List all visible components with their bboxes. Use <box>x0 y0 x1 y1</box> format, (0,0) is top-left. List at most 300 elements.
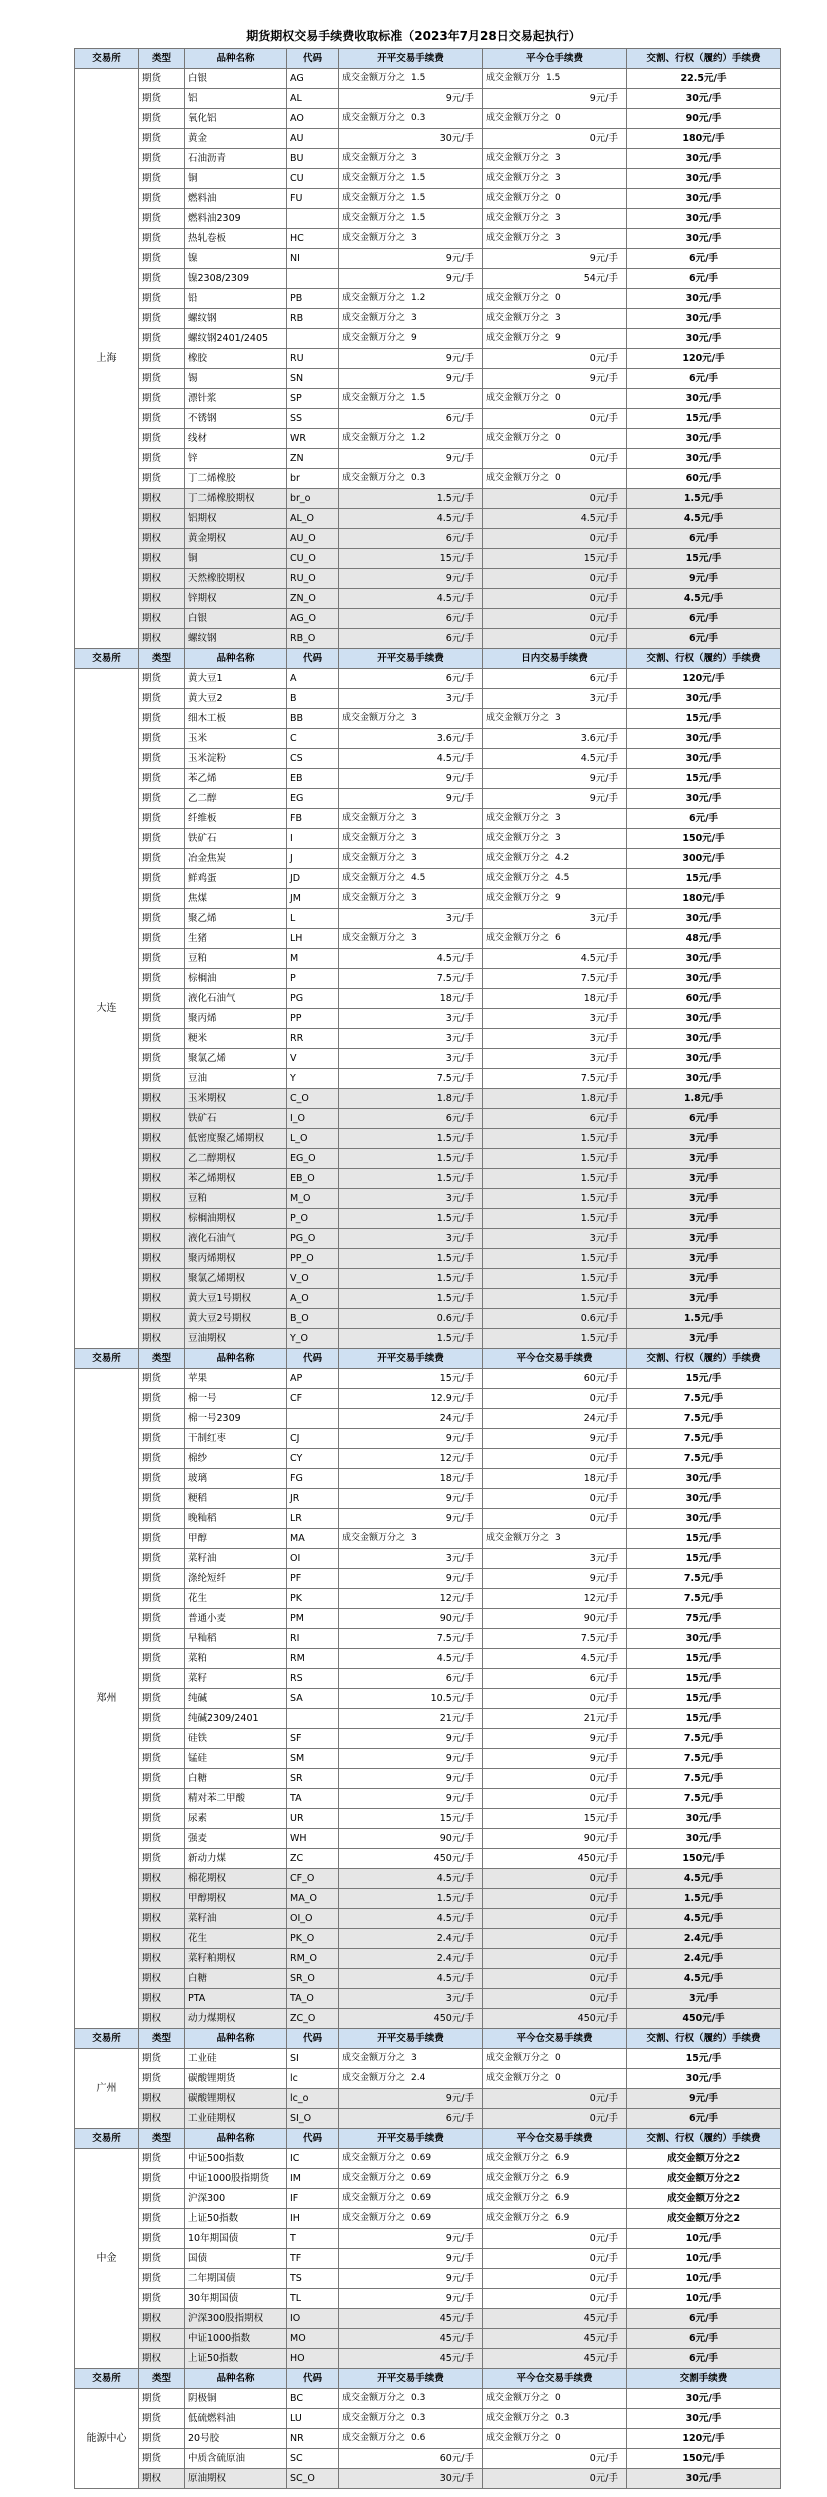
close-today-fee-cell: 4.5元/手 <box>483 1649 627 1669</box>
table-row <box>75 2009 781 2029</box>
product-name-cell: 纯碱2309/2401 <box>185 1709 287 1729</box>
column-header: 代码 <box>287 649 339 669</box>
code-cell: RU <box>287 349 339 369</box>
code-cell: ZN_O <box>287 589 339 609</box>
delivery-fee-cell: 10元/手 <box>627 2229 781 2249</box>
code-cell: WH <box>287 1829 339 1849</box>
close-today-fee-cell: 9元/手 <box>483 369 627 389</box>
table-row <box>75 529 781 549</box>
close-today-fee-cell-rate: 0 <box>555 473 561 483</box>
open-close-fee-cell: 2.4元/手 <box>339 1949 483 1969</box>
type-cell: 期权 <box>139 1169 185 1189</box>
code-cell: M_O <box>287 1189 339 1209</box>
type-cell: 期权 <box>139 1189 185 1209</box>
product-name-cell: 锌期权 <box>185 589 287 609</box>
open-close-fee-cell-label: 成交金额万分之 <box>342 893 406 903</box>
delivery-fee-cell: 3元/手 <box>627 1149 781 1169</box>
close-today-fee-cell-label: 成交金额万分之 <box>486 853 550 863</box>
type-cell: 期货 <box>139 1849 185 1869</box>
open-close-fee-cell: 4.5元/手 <box>339 1649 483 1669</box>
table-row <box>75 209 781 229</box>
delivery-fee-cell: 2.4元/手 <box>627 1949 781 1969</box>
open-close-fee-cell: 1.5元/手 <box>339 1249 483 1269</box>
delivery-fee-cell: 30元/手 <box>627 1489 781 1509</box>
table-row <box>75 449 781 469</box>
close-today-fee-cell: 0元/手 <box>483 1909 627 1929</box>
open-close-fee-cell: 9元/手 <box>339 1509 483 1529</box>
table-row <box>75 1769 781 1789</box>
type-cell: 期权 <box>139 1909 185 1929</box>
open-close-fee-cell: 18元/手 <box>339 1469 483 1489</box>
open-close-fee-cell-rate: 0.3 <box>411 113 426 123</box>
code-cell: SC_O <box>287 2469 339 2489</box>
open-close-fee-cell <box>339 149 483 169</box>
table-row <box>75 69 781 89</box>
delivery-fee-cell: 10元/手 <box>627 2249 781 2269</box>
close-today-fee-cell: 1.5元/手 <box>483 1289 627 1309</box>
open-close-fee-cell <box>339 429 483 449</box>
code-cell: EB_O <box>287 1169 339 1189</box>
code-cell: EB <box>287 769 339 789</box>
product-name-cell: 聚氯乙烯期权 <box>185 1269 287 1289</box>
open-close-fee-cell: 3元/手 <box>339 689 483 709</box>
code-cell: FB <box>287 809 339 829</box>
open-close-fee-cell: 450元/手 <box>339 2009 483 2029</box>
table-row <box>75 1729 781 1749</box>
close-today-fee-cell: 3元/手 <box>483 1029 627 1049</box>
column-header: 品种名称 <box>185 649 287 669</box>
type-cell: 期货 <box>139 1389 185 1409</box>
code-cell: P_O <box>287 1209 339 1229</box>
close-today-fee-cell-label: 成交金额万分之 <box>486 473 550 483</box>
close-today-fee-cell: 3元/手 <box>483 689 627 709</box>
table-row <box>75 1849 781 1869</box>
product-name-cell: 热轧卷板 <box>185 229 287 249</box>
type-cell: 期货 <box>139 329 185 349</box>
open-close-fee-cell: 4.5元/手 <box>339 949 483 969</box>
close-today-fee-cell-label: 成交金额万分之 <box>486 293 550 303</box>
type-cell: 期权 <box>139 1129 185 1149</box>
product-name-cell: 动力煤期权 <box>185 2009 287 2029</box>
open-close-fee-cell: 6元/手 <box>339 409 483 429</box>
product-name-cell: 低密度聚乙烯期权 <box>185 1129 287 1149</box>
open-close-fee-cell-label: 成交金额万分之 <box>342 433 406 443</box>
open-close-fee-cell-rate: 1.2 <box>411 433 426 443</box>
open-close-fee-cell-label: 成交金额万分之 <box>342 73 406 83</box>
close-today-fee-cell-label: 成交金额万分之 <box>486 2213 550 2223</box>
type-cell: 期货 <box>139 829 185 849</box>
column-header: 代码 <box>287 2029 339 2049</box>
close-today-fee-cell: 9元/手 <box>483 769 627 789</box>
delivery-fee-cell: 30元/手 <box>627 2469 781 2489</box>
product-name-cell: 燃料油2309 <box>185 209 287 229</box>
column-header: 平今仓手续费 <box>483 49 627 69</box>
product-name-cell: 花生 <box>185 1929 287 1949</box>
code-cell: TL <box>287 2289 339 2309</box>
type-cell: 期货 <box>139 429 185 449</box>
product-name-cell: 聚乙烯 <box>185 909 287 929</box>
close-today-fee-cell <box>483 209 627 229</box>
column-header: 交易所 <box>75 49 139 69</box>
open-close-fee-cell: 6元/手 <box>339 1109 483 1129</box>
table-row <box>75 689 781 709</box>
table-row <box>75 469 781 489</box>
table-row <box>75 2329 781 2349</box>
code-cell: LH <box>287 929 339 949</box>
open-close-fee-cell: 90元/手 <box>339 1829 483 1849</box>
type-cell: 期货 <box>139 2449 185 2469</box>
delivery-fee-cell: 120元/手 <box>627 2429 781 2449</box>
type-cell: 期货 <box>139 2069 185 2089</box>
close-today-fee-cell-label: 成交金额万分之 <box>486 193 550 203</box>
open-close-fee-cell-label: 成交金额万分之 <box>342 813 406 823</box>
close-today-fee-cell: 9元/手 <box>483 1429 627 1449</box>
code-cell: PG_O <box>287 1229 339 1249</box>
code-cell: CJ <box>287 1429 339 1449</box>
delivery-fee-cell: 4.5元/手 <box>627 509 781 529</box>
close-today-fee-cell <box>483 809 627 829</box>
code-cell: PP_O <box>287 1249 339 1269</box>
table-row <box>75 609 781 629</box>
table-row <box>75 1809 781 1829</box>
open-close-fee-cell <box>339 869 483 889</box>
type-cell: 期权 <box>139 1229 185 1249</box>
delivery-fee-cell: 3元/手 <box>627 1989 781 2009</box>
column-header: 品种名称 <box>185 1349 287 1369</box>
code-cell: SI_O <box>287 2109 339 2129</box>
open-close-fee-cell <box>339 2209 483 2229</box>
type-cell: 期货 <box>139 349 185 369</box>
open-close-fee-cell: 9元/手 <box>339 449 483 469</box>
type-cell: 期权 <box>139 529 185 549</box>
close-today-fee-cell-label: 成交金额万分之 <box>486 893 550 903</box>
type-cell: 期权 <box>139 2089 185 2109</box>
table-row <box>75 969 781 989</box>
type-cell: 期货 <box>139 1409 185 1429</box>
table-row <box>75 1029 781 1049</box>
delivery-fee-cell: 30元/手 <box>627 2409 781 2429</box>
type-cell: 期货 <box>139 869 185 889</box>
column-header: 平今仓交易手续费 <box>483 1349 627 1369</box>
product-name-cell: 菜粕 <box>185 1649 287 1669</box>
open-close-fee-cell-rate: 0.3 <box>411 2393 426 2403</box>
code-cell: lc_o <box>287 2089 339 2109</box>
code-cell: FU <box>287 189 339 209</box>
close-today-fee-cell: 15元/手 <box>483 1809 627 1829</box>
code-cell: CU <box>287 169 339 189</box>
delivery-fee-cell: 30元/手 <box>627 89 781 109</box>
table-row <box>75 1049 781 1069</box>
column-header: 交易所 <box>75 2129 139 2149</box>
code-cell: ZC_O <box>287 2009 339 2029</box>
open-close-fee-cell: 1.5元/手 <box>339 1129 483 1149</box>
table-row <box>75 1989 781 2009</box>
delivery-fee-cell: 2.4元/手 <box>627 1929 781 1949</box>
table-row <box>75 1189 781 1209</box>
close-today-fee-cell <box>483 2169 627 2189</box>
open-close-fee-cell <box>339 2409 483 2429</box>
code-cell: JM <box>287 889 339 909</box>
code-cell: br_o <box>287 489 339 509</box>
product-name-cell: 新动力煤 <box>185 1849 287 1869</box>
open-close-fee-cell: 3元/手 <box>339 909 483 929</box>
close-today-fee-cell: 15元/手 <box>483 549 627 569</box>
product-name-cell: 橡胶 <box>185 349 287 369</box>
close-today-fee-cell: 0元/手 <box>483 2109 627 2129</box>
type-cell: 期货 <box>139 389 185 409</box>
delivery-fee-cell: 4.5元/手 <box>627 589 781 609</box>
product-name-cell: 漂针浆 <box>185 389 287 409</box>
product-name-cell: 锌 <box>185 449 287 469</box>
delivery-fee-cell: 3元/手 <box>627 1269 781 1289</box>
delivery-fee-cell: 180元/手 <box>627 129 781 149</box>
delivery-fee-cell: 4.5元/手 <box>627 1909 781 1929</box>
column-header: 开平交易手续费 <box>339 649 483 669</box>
exchange-cell: 中金 <box>75 2149 139 2369</box>
delivery-fee-cell: 150元/手 <box>627 829 781 849</box>
column-header: 代码 <box>287 2129 339 2149</box>
close-today-fee-cell-rate: 6.9 <box>555 2193 570 2203</box>
product-name-cell: 尿素 <box>185 1809 287 1829</box>
open-close-fee-cell: 9元/手 <box>339 2269 483 2289</box>
close-today-fee-cell-label: 成交金额万分之 <box>486 933 550 943</box>
table-row <box>75 2209 781 2229</box>
close-today-fee-cell <box>483 849 627 869</box>
type-cell: 期货 <box>139 1049 185 1069</box>
close-today-fee-cell-rate: 0 <box>555 433 561 443</box>
type-cell: 期货 <box>139 309 185 329</box>
type-cell: 期货 <box>139 189 185 209</box>
open-close-fee-cell: 12元/手 <box>339 1589 483 1609</box>
delivery-fee-cell: 7.5元/手 <box>627 1769 781 1789</box>
open-close-fee-cell <box>339 189 483 209</box>
open-close-fee-cell <box>339 169 483 189</box>
close-today-fee-cell: 0元/手 <box>483 1769 627 1789</box>
type-cell: 期货 <box>139 1809 185 1829</box>
table-row <box>75 1169 781 1189</box>
table-row <box>75 1109 781 1129</box>
code-cell: PG <box>287 989 339 1009</box>
open-close-fee-cell: 15元/手 <box>339 1809 483 1829</box>
close-today-fee-cell: 9元/手 <box>483 89 627 109</box>
close-today-fee-cell: 0元/手 <box>483 2289 627 2309</box>
open-close-fee-cell <box>339 389 483 409</box>
type-cell: 期权 <box>139 2349 185 2369</box>
close-today-fee-cell-rate: 0 <box>555 2433 561 2443</box>
open-close-fee-cell: 45元/手 <box>339 2309 483 2329</box>
close-today-fee-cell: 60元/手 <box>483 1369 627 1389</box>
type-cell: 期权 <box>139 1329 185 1349</box>
close-today-fee-cell <box>483 109 627 129</box>
close-today-fee-cell-label: 成交金额万分之 <box>486 873 550 883</box>
type-cell: 期货 <box>139 209 185 229</box>
table-row <box>75 169 781 189</box>
product-name-cell: 玉米 <box>185 729 287 749</box>
table-row <box>75 1389 781 1409</box>
open-close-fee-cell-rate: 1.2 <box>411 293 426 303</box>
open-close-fee-cell-label: 成交金额万分之 <box>342 2173 406 2183</box>
table-row <box>75 1369 781 1389</box>
table-row <box>75 849 781 869</box>
open-close-fee-cell-label: 成交金额万分之 <box>342 713 406 723</box>
type-cell: 期权 <box>139 2309 185 2329</box>
code-cell: OI_O <box>287 1909 339 1929</box>
type-cell: 期权 <box>139 1109 185 1129</box>
code-cell: BB <box>287 709 339 729</box>
open-close-fee-cell-label: 成交金额万分之 <box>342 2433 406 2443</box>
close-today-fee-cell: 45元/手 <box>483 2349 627 2369</box>
open-close-fee-cell-label: 成交金额万分之 <box>342 193 406 203</box>
close-today-fee-cell <box>483 2409 627 2429</box>
code-cell: SS <box>287 409 339 429</box>
table-row <box>75 429 781 449</box>
table-row <box>75 1649 781 1669</box>
product-name-cell: 硅铁 <box>185 1729 287 1749</box>
table-row <box>75 1289 781 1309</box>
close-today-fee-cell: 12元/手 <box>483 1589 627 1609</box>
table-row <box>75 2249 781 2269</box>
type-cell: 期货 <box>139 469 185 489</box>
page-title: 期货期权交易手续费收取标准（2023年7月28日交易起执行） <box>246 29 581 43</box>
open-close-fee-cell-rate: 0.69 <box>411 2153 432 2163</box>
table-row <box>75 1009 781 1029</box>
open-close-fee-cell <box>339 1529 483 1549</box>
delivery-fee-cell: 6元/手 <box>627 609 781 629</box>
type-cell: 期权 <box>139 2109 185 2129</box>
type-cell: 期权 <box>139 1949 185 1969</box>
close-today-fee-cell-label: 成交金额万分之 <box>486 1533 550 1543</box>
table-row <box>75 749 781 769</box>
delivery-fee-cell: 120元/手 <box>627 349 781 369</box>
close-today-fee-cell-rate: 3 <box>555 233 561 243</box>
type-cell: 期货 <box>139 2189 185 2209</box>
table-row <box>75 89 781 109</box>
product-name-cell: 中证1000指数 <box>185 2329 287 2349</box>
code-cell <box>287 209 339 229</box>
delivery-fee-cell: 30元/手 <box>627 789 781 809</box>
open-close-fee-cell-rate: 3 <box>411 2053 417 2063</box>
fee-table <box>74 48 781 2489</box>
table-row <box>75 1469 781 1489</box>
close-today-fee-cell: 0元/手 <box>483 409 627 429</box>
code-cell: CF_O <box>287 1869 339 1889</box>
product-name-cell: 聚丙烯期权 <box>185 1249 287 1269</box>
close-today-fee-cell <box>483 289 627 309</box>
close-today-fee-cell-rate: 3 <box>555 713 561 723</box>
product-name-cell: 燃料油 <box>185 189 287 209</box>
section-header-row <box>75 1349 781 1369</box>
delivery-fee-cell: 15元/手 <box>627 869 781 889</box>
open-close-fee-cell-label: 成交金额万分之 <box>342 213 406 223</box>
column-header: 开平交易手续费 <box>339 1349 483 1369</box>
delivery-fee-cell: 150元/手 <box>627 1849 781 1869</box>
type-cell: 期货 <box>139 1649 185 1669</box>
type-cell: 期货 <box>139 2289 185 2309</box>
type-cell: 期权 <box>139 569 185 589</box>
delivery-fee-cell: 30元/手 <box>627 1509 781 1529</box>
close-today-fee-cell: 0元/手 <box>483 2269 627 2289</box>
close-today-fee-cell-rate: 4.2 <box>555 853 570 863</box>
product-name-cell: 棕榈油期权 <box>185 1209 287 1229</box>
delivery-fee-cell: 30元/手 <box>627 329 781 349</box>
table-row <box>75 2169 781 2189</box>
close-today-fee-cell: 24元/手 <box>483 1409 627 1429</box>
close-today-fee-cell-label: 成交金额万分之 <box>486 333 550 343</box>
code-cell: JR <box>287 1489 339 1509</box>
code-cell: A <box>287 669 339 689</box>
code-cell: ZN <box>287 449 339 469</box>
product-name-cell: 原油期权 <box>185 2469 287 2489</box>
close-today-fee-cell <box>483 2189 627 2209</box>
table-row <box>75 1829 781 1849</box>
close-today-fee-cell: 7.5元/手 <box>483 1069 627 1089</box>
code-cell: SF <box>287 1729 339 1749</box>
delivery-fee-cell: 3元/手 <box>627 1329 781 1349</box>
code-cell: AO <box>287 109 339 129</box>
close-today-fee-cell-label: 成交金额万分之 <box>486 2413 550 2423</box>
delivery-fee-cell: 30元/手 <box>627 909 781 929</box>
product-name-cell: 棉一号 <box>185 1389 287 1409</box>
code-cell: Y_O <box>287 1329 339 1349</box>
delivery-fee-cell: 30元/手 <box>627 1629 781 1649</box>
open-close-fee-cell-label: 成交金额万分之 <box>342 233 406 243</box>
open-close-fee-cell: 7.5元/手 <box>339 1069 483 1089</box>
close-today-fee-cell: 1.8元/手 <box>483 1089 627 1109</box>
delivery-fee-cell: 180元/手 <box>627 889 781 909</box>
close-today-fee-cell: 0元/手 <box>483 609 627 629</box>
code-cell: TS <box>287 2269 339 2289</box>
product-name-cell: 粳米 <box>185 1029 287 1049</box>
close-today-fee-cell-label: 成交金额万分之 <box>486 233 550 243</box>
code-cell: TA <box>287 1789 339 1809</box>
product-name-cell: 焦煤 <box>185 889 287 909</box>
open-close-fee-cell: 90元/手 <box>339 1609 483 1629</box>
column-header: 交割、行权（履约）手续费 <box>627 49 781 69</box>
type-cell: 期权 <box>139 2329 185 2349</box>
close-today-fee-cell: 4.5元/手 <box>483 749 627 769</box>
close-today-fee-cell-label: 成交金额万分之 <box>486 113 550 123</box>
column-header: 代码 <box>287 2369 339 2389</box>
column-header: 开平交易手续费 <box>339 2029 483 2049</box>
open-close-fee-cell-label: 成交金额万分之 <box>342 2193 406 2203</box>
table-row <box>75 1869 781 1889</box>
code-cell: IH <box>287 2209 339 2229</box>
delivery-fee-cell: 6元/手 <box>627 629 781 649</box>
code-cell: NR <box>287 2429 339 2449</box>
column-header: 交易所 <box>75 1349 139 1369</box>
code-cell: RB_O <box>287 629 339 649</box>
close-today-fee-cell: 0元/手 <box>483 2089 627 2109</box>
open-close-fee-cell-rate: 3 <box>411 833 417 843</box>
delivery-fee-cell: 30元/手 <box>627 949 781 969</box>
close-today-fee-cell <box>483 229 627 249</box>
close-today-fee-cell <box>483 329 627 349</box>
code-cell: P <box>287 969 339 989</box>
type-cell: 期权 <box>139 2009 185 2029</box>
close-today-fee-cell: 6元/手 <box>483 1109 627 1129</box>
column-header: 类型 <box>139 49 185 69</box>
table-row <box>75 1449 781 1469</box>
product-name-cell: 沪深300 <box>185 2189 287 2209</box>
open-close-fee-cell: 1.5元/手 <box>339 1289 483 1309</box>
type-cell: 期货 <box>139 2429 185 2449</box>
product-name-cell: 黄金期权 <box>185 529 287 549</box>
code-cell <box>287 1709 339 1729</box>
close-today-fee-cell: 3.6元/手 <box>483 729 627 749</box>
column-header: 类型 <box>139 2029 185 2049</box>
code-cell: A_O <box>287 1289 339 1309</box>
table-row <box>75 2389 781 2409</box>
